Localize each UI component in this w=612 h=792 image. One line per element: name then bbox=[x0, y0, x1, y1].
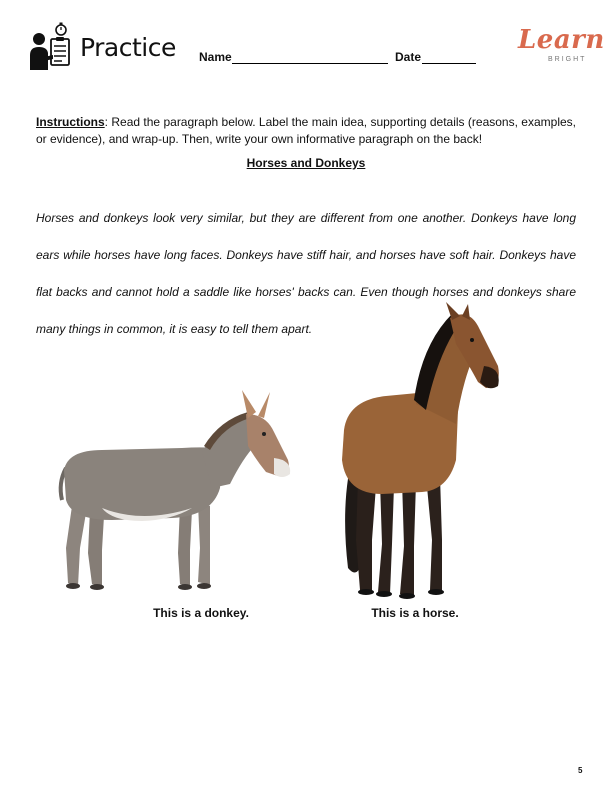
name-label: Name bbox=[199, 50, 232, 64]
instructions-text: : Read the paragraph below. Label the main idea, supporting details (reasons, examples, or evidence), and wrap-up. Then, write your own informative paragraph on the back! bbox=[36, 115, 576, 146]
learn-bright-logo bbox=[518, 25, 605, 67]
page-title: Practice bbox=[80, 33, 176, 62]
instructions bbox=[36, 114, 576, 148]
passage-body: Horses and donkeys look very similar, but they are different from one another. Donkeys have long ears while horses have long faces. Donkeys have stiff hair, and horses have soft hair. Donkeys have flat backs and cannot hold a saddle like horses' backs can. Even though horses and donkeys share many things in common, it is easy to tell them apart. bbox=[36, 211, 576, 336]
student-worksheet-icon bbox=[30, 22, 74, 70]
date-field[interactable] bbox=[422, 63, 476, 64]
name-field[interactable] bbox=[232, 63, 388, 64]
passage-title: Horses and Donkeys bbox=[246, 156, 366, 170]
donkey-caption: This is a donkey. bbox=[153, 606, 249, 620]
horse-image bbox=[332, 300, 504, 602]
date-label: Date bbox=[395, 50, 422, 64]
donkey-image bbox=[52, 388, 298, 598]
horse-caption: This is a horse. bbox=[371, 606, 459, 620]
page-number: 5 bbox=[578, 766, 583, 775]
instructions-lead: Instructions bbox=[36, 115, 105, 129]
logo-subtitle: BRIGHT bbox=[548, 56, 587, 63]
logo-word: Learn bbox=[518, 25, 605, 55]
